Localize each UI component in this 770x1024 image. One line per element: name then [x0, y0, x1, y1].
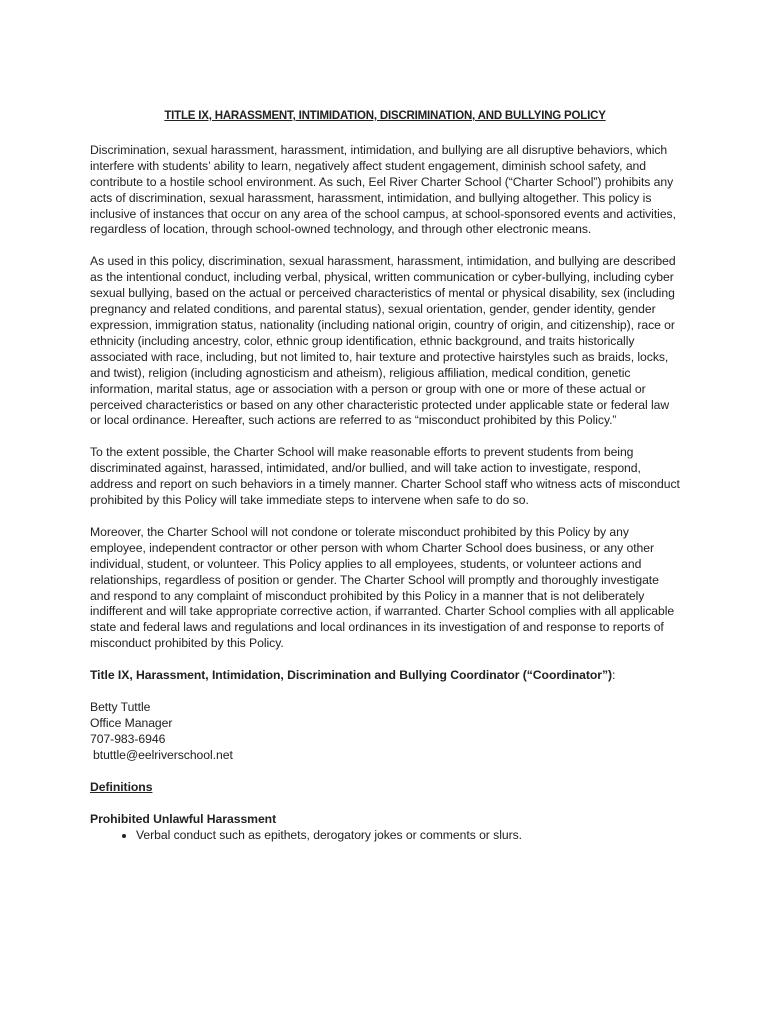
paragraph-prevention: To the extent possible, the Charter School will make reasonable efforts to prevent students from being discriminated against, harassed, intimidated, and/or bullied, and will take action to investigate, respond, address and report on such behaviors in a timely manner. Charter School staff who witness acts of misconduct prohibited by this Policy will take immediate steps to intervene when safe to do so. — [90, 445, 680, 508]
paragraph-enforcement: Moreover, the Charter School will not condone or tolerate misconduct prohibited by this Policy by any employee, independent contractor or other person with whom Charter School does business, or any other individual, student, or volunteer. This Policy applies to all employees, students, or volunteer actions and relationships, regardless of position or gender. The Charter School will promptly and thoroughly investigate and respond to any complaint of misconduct prohibited by this Policy in a manner that is not deliberately indifferent and will take appropriate corrective action, if warranted. Charter School complies with all applicable state and federal laws and regulations and local ordinances in its investigation of and response to reports of misconduct prohibited by this Policy. — [90, 524, 675, 651]
contact-name: Betty Tuttle — [90, 700, 151, 715]
coordinator-heading-text: Title IX, Harassment, Intimidation, Discrimination and Bullying Coordinator (“Coordinator”) — [90, 668, 613, 683]
harassment-bullet-list — [90, 828, 680, 844]
coordinator-contact — [90, 700, 680, 764]
definitions-heading: Definitions — [90, 779, 153, 794]
contact-role: Office Manager — [90, 716, 173, 730]
coordinator-heading — [90, 668, 680, 684]
contact-phone: 707-983-6946 — [90, 731, 166, 746]
contact-email: btuttle@eelriverschool.net — [93, 747, 233, 762]
policy-document — [90, 100, 680, 843]
paragraph-intro: Discrimination, sexual harassment, harassment, intimidation, and bullying are all disruptive behaviors, which interfere with students’ ability to learn, negatively affect student engagement, diminish school safety, and contribute to a hostile school environment. As such, Eel River Charter School (“Charter School”) prohibits any acts of discrimination, sexual harassment, harassment, intimidation, and bullying altogether. This policy is inclusive of instances that occur on any area of the school campus, at school-sponsored events and activities, regardless of location, through school-owned technology, and through other electronic means. — [90, 142, 676, 237]
paragraph-definitions-scope: As used in this policy, discrimination, sexual harassment, harassment, intimidation, and bullying are described as the intentional conduct, including verbal, physical, written communication or cyber-bullying, including cyber sexual bullying, based on the actual or perceived characteristics of mental or physical disability, sex (including pregnancy and related conditions, and parental status), sexual orientation, gender, gender identity, gender expression, immigration status, nationality (including national origin, country of origin, and citizenship), race or ethnicity (including ancestry, color, ethnic group identification, ethnic background, and traits historically associated with race, including, but not limited to, hair texture and protective hairstyles such as braids, locks, and twist), religion (including agnosticism and atheism), religious affiliation, medical condition, genetic information, marital status, age or association with a person or group with one or more of these actual or perceived characteristics or based on any other characteristic protected under applicable state or federal law or local ordinance. Hereafter, such actions are referred to as “misconduct prohibited by this Policy.” — [90, 254, 676, 428]
coordinator-heading-colon: : — [612, 668, 616, 683]
prohibited-harassment-heading: Prohibited Unlawful Harassment — [90, 811, 277, 826]
policy-title: TITLE IX, HARASSMENT, INTIMIDATION, DISCRIMINATION, AND BULLYING POLICY — [164, 110, 606, 122]
list-item: • Verbal conduct such as epithets, derogatory jokes or comments or slurs. — [136, 828, 680, 844]
